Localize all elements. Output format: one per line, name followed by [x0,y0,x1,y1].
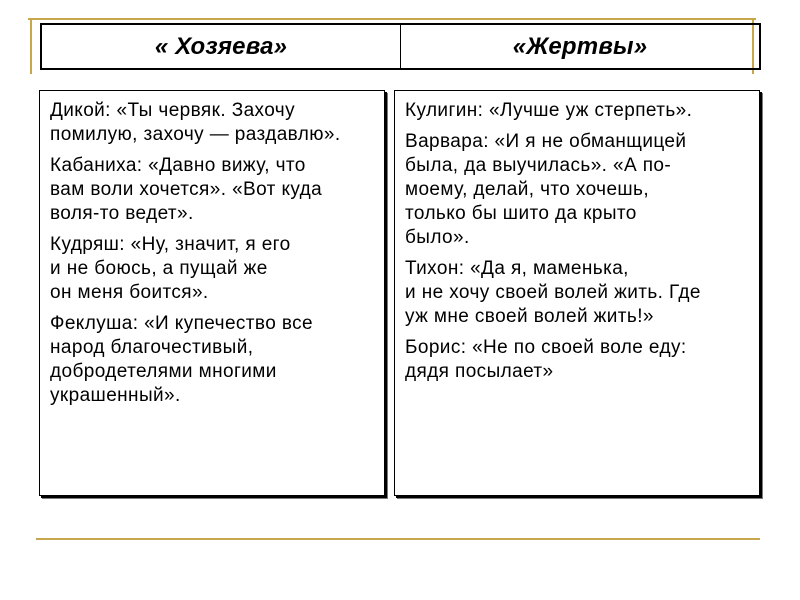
quote-tikhon: Тихон: «Да я, маменька, и не хочу своей волей жить. Где уж мне своей волей жить!» [405,258,701,327]
quote-kuligin: Кулигин: «Лучше уж стерпеть». [405,100,693,121]
quote-dikoy: Дикой: «Ты червяк. Захочу помилую, захочу — раздавлю». [50,100,341,145]
quote-kudryash: Кудряш: «Ну, значит, я его и не боюсь, а пущай же он меня боится». [50,234,291,303]
quote-feklusha: Феклуша: «И купечество все народ благочестивый, добродетелями многими украшенный». [50,313,313,406]
header-victims: «Жертвы» [400,25,759,68]
victims-quotes-panel [394,90,760,496]
quote-varvara: Варвара: «И я не обманщицей была, да выучилась». «А по- моему, делай, что хочешь, только бы шито да крыто было». [405,131,687,248]
header-table [40,23,761,70]
decorative-bottom-line [36,538,760,540]
decorative-top-line [28,18,756,20]
header-masters: « Хозяева» [154,32,288,60]
decorative-left-line [30,18,32,74]
masters-quotes-panel [39,90,385,496]
quote-kabanikha: Кабаниха: «Давно вижу, что вам воли хочется». «Вот куда воля-то ведет». [50,155,323,224]
quote-boris: Борис: «Не по своей воле еду: дядя посылает» [405,337,687,382]
